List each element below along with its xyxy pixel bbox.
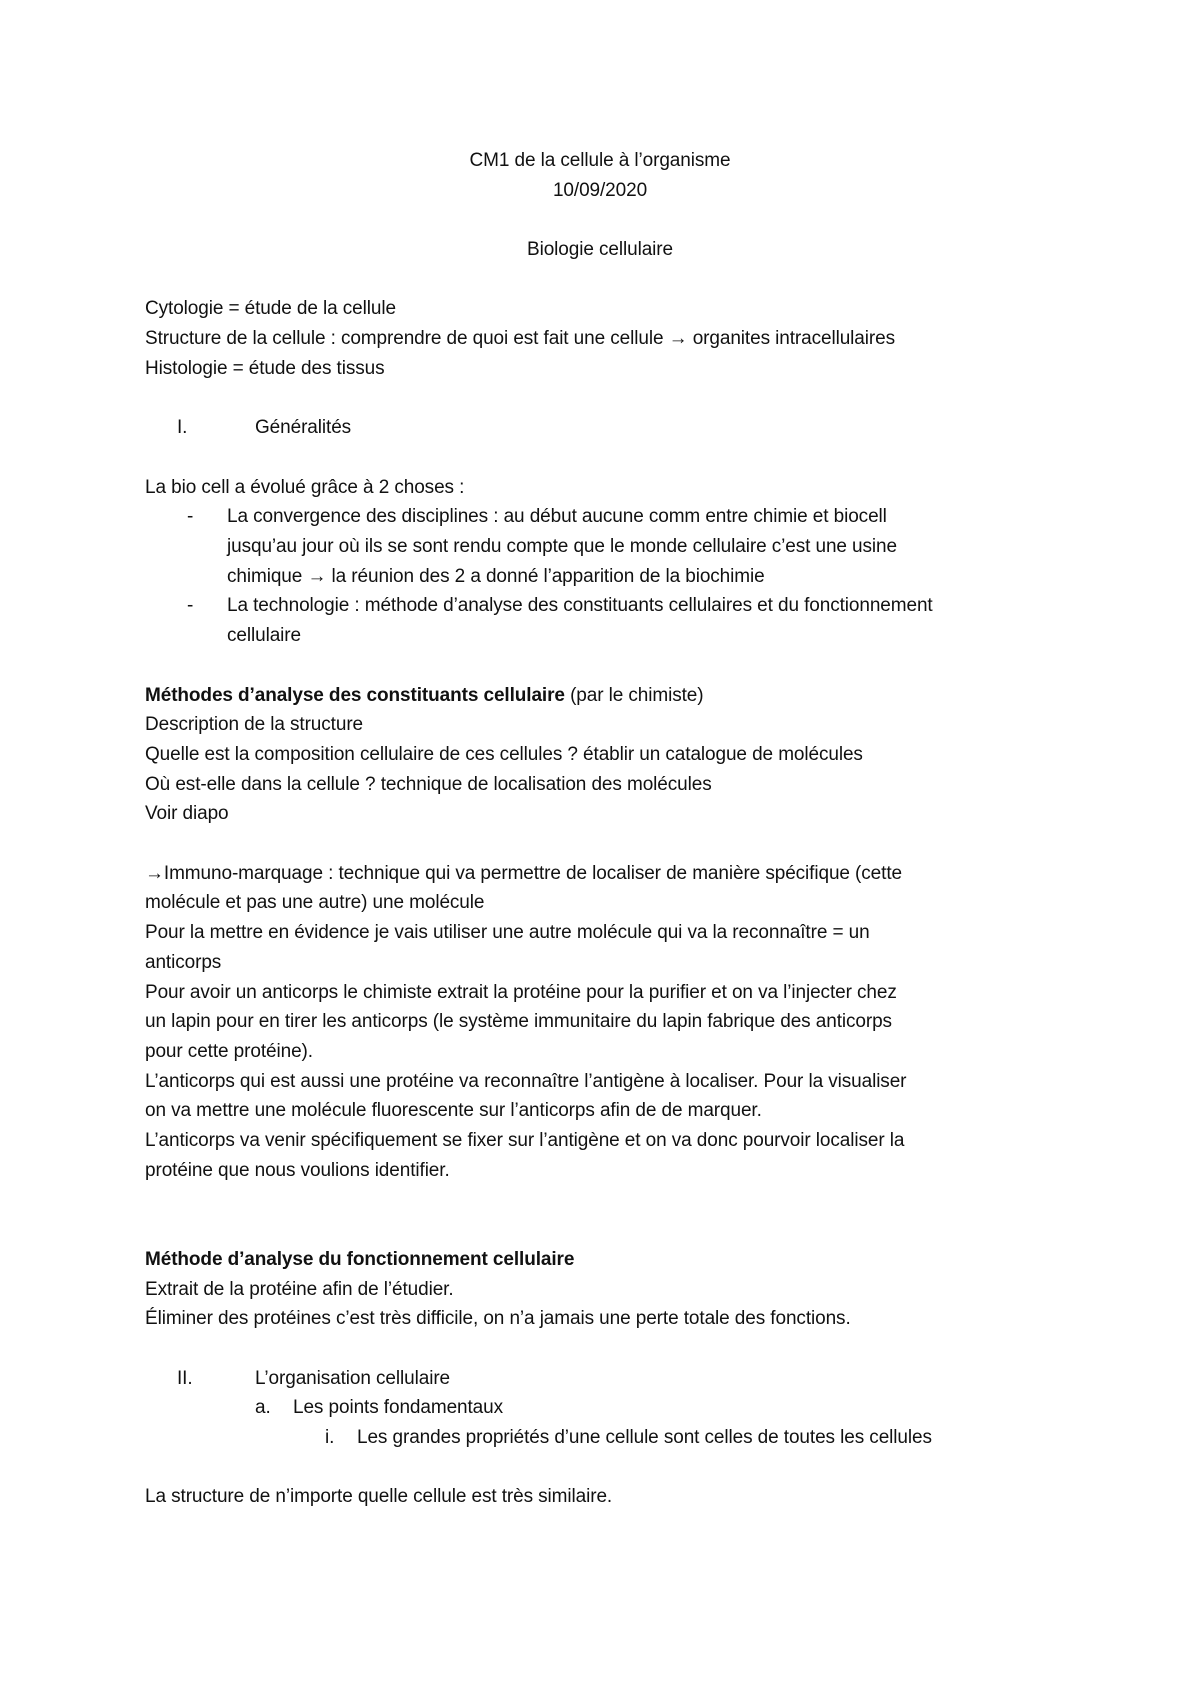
section-heading-2 — [145, 1364, 1085, 1394]
paragraph-line: molécule et pas une autre) une molécule — [145, 892, 485, 914]
paragraph-text: Immuno-marquage : technique qui va permettre de localiser de manière spécifique (cette — [163, 862, 902, 884]
bullet-text — [227, 591, 1057, 650]
cytologie-definition: Cytologie = étude de la cellule — [145, 298, 396, 320]
section-heading-1 — [145, 413, 1085, 443]
spacer — [145, 1215, 1085, 1245]
bullet-line: cellulaire — [227, 625, 301, 647]
bullet-text-part: la réunion des 2 a donné l’apparition de la biochimie — [331, 565, 765, 587]
bullet-dash: - — [187, 595, 194, 617]
arrow-icon: → — [668, 328, 688, 350]
paragraph-line: un lapin pour en tirer les anticorps (le système immunitaire du lapin fabrique des anticorps — [145, 1011, 892, 1033]
paragraph-line: pour cette protéine). — [145, 1041, 313, 1062]
subsection-heading-i — [145, 1423, 1085, 1453]
spacer — [145, 1453, 1085, 1483]
subsection-number: i. — [325, 1427, 335, 1449]
paragraph-line — [145, 859, 1085, 889]
bullet-dash: - — [187, 506, 194, 528]
spacer — [145, 829, 1085, 859]
bullet-line: La technologie : méthode d’analyse des constituants cellulaires et du fonctionnement — [227, 595, 933, 617]
subsection-number: a. — [255, 1397, 271, 1419]
paragraph-line: Où est-elle dans la cellule ? technique de localisation des molécules — [145, 773, 712, 795]
section-title: Généralités — [255, 417, 352, 439]
bullet-line — [227, 562, 1057, 592]
paragraph-line: Pour avoir un anticorps le chimiste extrait la protéine pour la purifier et on va l’injecter chez — [145, 981, 897, 1003]
spacer — [145, 265, 1085, 295]
subsection-heading — [145, 681, 1085, 711]
paragraph-line: L’anticorps qui est aussi une protéine va reconnaître l’antigène à localiser. Pour la visualiser — [145, 1070, 907, 1092]
paragraph-line: on va mettre une molécule fluorescente sur l’anticorps afin de de marquer. — [145, 1100, 762, 1122]
spacer — [145, 1186, 1085, 1216]
section-number: I. — [177, 417, 188, 439]
bullet-text-part: chimique — [227, 565, 303, 587]
structure-result: organites intracellulaires — [692, 328, 895, 350]
list-item — [145, 591, 1085, 650]
spacer — [145, 443, 1085, 473]
paragraph-line: Extrait de la protéine afin de l’étudier. — [145, 1278, 454, 1300]
paragraph-line: L’anticorps va venir spécifiquement se fixer sur l’antigène et on va donc pourvoir localiser la — [145, 1130, 905, 1152]
subsection-heading-a — [145, 1393, 1085, 1423]
histologie-definition: Histologie = étude des tissus — [145, 357, 385, 379]
paragraph-line: Description de la structure — [145, 714, 364, 736]
spacer — [145, 651, 1085, 681]
spacer — [145, 384, 1085, 414]
bullet-line: La convergence des disciplines : au début aucune comm entre chimie et biocell — [227, 506, 887, 528]
section1-lead: La bio cell a évolué grâce à 2 choses : — [145, 476, 465, 498]
paragraph-line: Pour la mettre en évidence je vais utiliser une autre molécule qui va la reconnaître = un — [145, 922, 870, 944]
paragraph-line: Quelle est la composition cellulaire de ces cellules ? établir un catalogue de molécules — [145, 743, 863, 765]
subsection-title: Les points fondamentaux — [293, 1397, 504, 1419]
subsection-note: (par le chimiste) — [570, 684, 704, 706]
paragraph-line: La structure de n’importe quelle cellule est très similaire. — [145, 1486, 613, 1508]
list-item — [145, 502, 1085, 591]
subsection-title: Les grandes propriétés d’une cellule sont celles de toutes les cellules — [357, 1427, 932, 1449]
structure-line — [145, 324, 1085, 354]
subsection-title: Méthodes d’analyse des constituants cellulaire — [145, 684, 565, 706]
section-title: L’organisation cellulaire — [255, 1367, 451, 1389]
spacer — [145, 1334, 1085, 1364]
spacer — [145, 205, 1085, 235]
document-title: CM1 de la cellule à l’organisme — [469, 150, 731, 171]
paragraph-line: Éliminer des protéines c’est très difficile, on n’a jamais une perte totale des fonctions. — [145, 1308, 851, 1330]
document-date: 10/09/2020 — [552, 179, 648, 201]
arrow-icon: → — [145, 862, 164, 884]
document-body — [145, 146, 1085, 1512]
structure-text: Structure de la cellule : comprendre de quoi est fait une cellule — [145, 328, 664, 350]
paragraph-line: protéine que nous voulions identifier. — [145, 1159, 450, 1181]
bullet-line: jusqu’au jour où ils se sont rendu compte que le monde cellulaire c’est une usine — [227, 536, 897, 558]
bullet-text — [227, 502, 1057, 591]
paragraph-line: Voir diapo — [145, 803, 229, 825]
section-number: II. — [177, 1367, 193, 1389]
document-subject: Biologie cellulaire — [527, 239, 673, 261]
arrow-icon: → — [307, 565, 327, 587]
paragraph-line: anticorps — [145, 951, 222, 973]
subsection-heading: Méthode d’analyse du fonctionnement cellulaire — [145, 1248, 575, 1270]
